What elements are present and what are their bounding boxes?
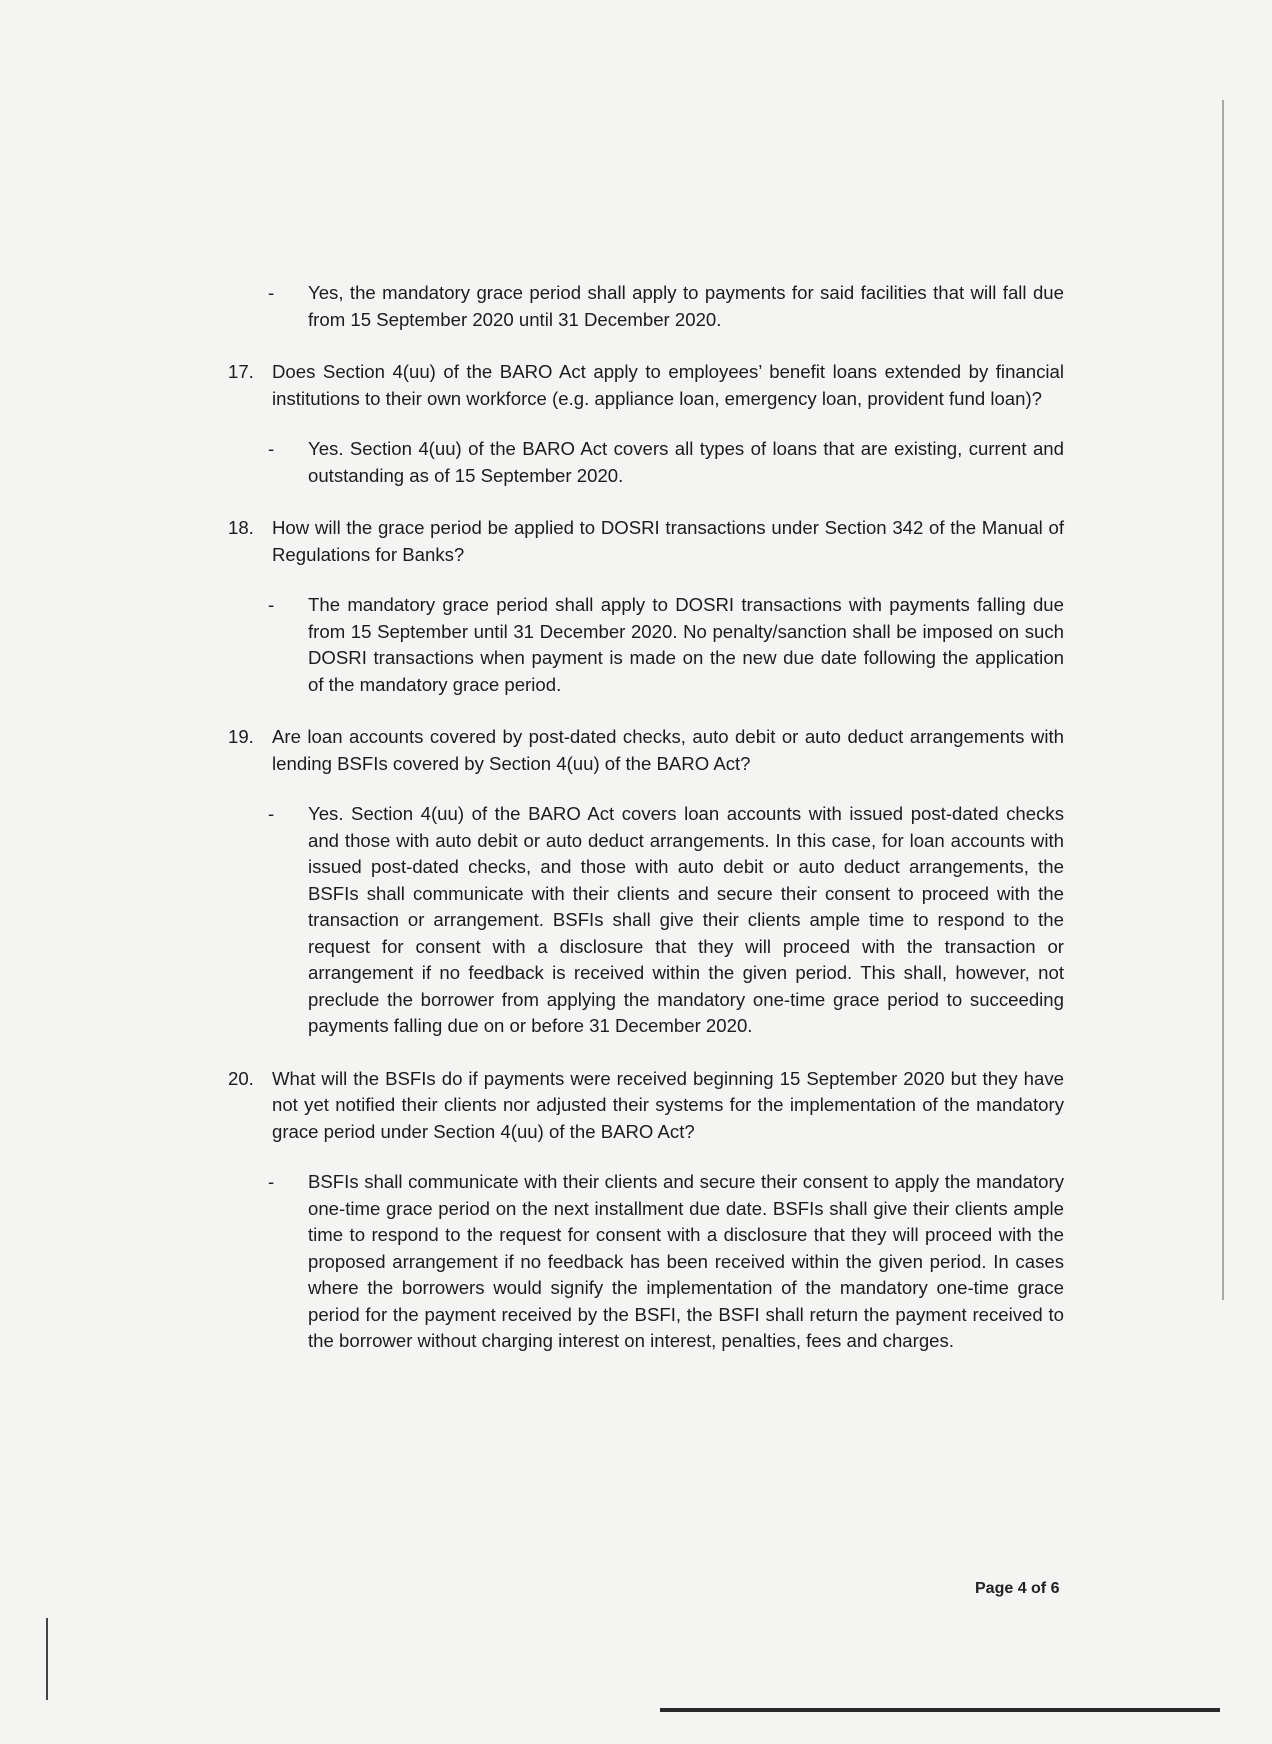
- question-text: Are loan accounts covered by post-dated checks, auto debit or auto deduct arrangements with lending BSFIs covered by Section 4(uu) of the BARO Act?: [272, 726, 1064, 774]
- answer-text: Yes, the mandatory grace period shall apply to payments for said facilities that will fall due from 15 September 2020 until 31 December 2020.: [308, 282, 1064, 330]
- page-number: Page 4 of 6: [975, 1580, 1060, 1597]
- question-text: How will the grace period be applied to DOSRI transactions under Section 342 of the Manual of Regulations for Banks?: [272, 517, 1064, 565]
- question-text: What will the BSFIs do if payments were received beginning 15 September 2020 but they have not yet notified their clients nor adjusted their systems for the implementation of the mandatory grace period under Section 4(uu) of the BARO Act?: [272, 1067, 1064, 1142]
- faq-content: [228, 280, 1064, 1355]
- answer-18: [232, 592, 1064, 698]
- answer-dash: -: [268, 438, 275, 459]
- question-text: Does Section 4(uu) of the BARO Act apply to employees’ benefit loans extended by financial institutions to their own workforce (e.g. appliance loan, emergency loan, provident fund loan)?: [272, 361, 1064, 409]
- answer-dash: -: [268, 1171, 275, 1192]
- answer-20: [232, 1169, 1064, 1355]
- question-17: [228, 359, 1064, 412]
- answer-intro: [232, 280, 1064, 333]
- question-18: [228, 515, 1064, 568]
- question-19: [228, 724, 1064, 777]
- question-number: 17.: [228, 361, 254, 382]
- scan-edge-line: [1222, 100, 1224, 1300]
- question-number: 19.: [228, 726, 254, 747]
- answer-dash: -: [268, 803, 275, 824]
- answer-text: The mandatory grace period shall apply to DOSRI transactions with payments falling due from 15 September until 31 December 2020. No penalty/sanction shall be imposed on such DOSRI transactions when payment is made on the new due date following the application of the mandatory grace period.: [308, 594, 1064, 695]
- answer-dash: -: [268, 282, 275, 303]
- question-20: [228, 1066, 1064, 1146]
- scan-margin-mark: [46, 1618, 48, 1700]
- answer-17: [232, 436, 1064, 489]
- question-number: 20.: [228, 1067, 254, 1089]
- answer-text: Yes. Section 4(uu) of the BARO Act covers loan accounts with issued post-dated checks and those with auto debit or auto deduct arrangements. In this case, for loan accounts with issued post-dated checks, and those with auto debit or auto deduct arrangements, the BSFIs shall communicate with their clients and secure their consent to proceed with the transaction or arrangement. BSFIs shall give their clients ample time to respond to the request for consent with a disclosure that they will proceed with the transaction or arrangement if no feedback is received within the given period. This shall, however, not preclude the borrower from applying the mandatory one-time grace period to succeeding payments falling due on or before 31 December 2020.: [308, 803, 1064, 1036]
- answer-text: Yes. Section 4(uu) of the BARO Act covers all types of loans that are existing, current and outstanding as of 15 September 2020.: [308, 438, 1064, 486]
- bottom-rule: [660, 1708, 1220, 1712]
- question-number: 18.: [228, 517, 254, 538]
- answer-19: [232, 801, 1064, 1040]
- answer-text: BSFIs shall communicate with their clients and secure their consent to apply the mandatory one-time grace period on the next installment due date. BSFIs shall give their clients ample time to respond to the request for consent with a disclosure that they will proceed with the proposed arrangement if no feedback has been received within the given period. In cases where the borrowers would signify the implementation of the mandatory one-time grace period for the payment received by the BSFI, the BSFI shall return the payment received to the borrower without charging interest on interest, penalties, fees and charges.: [308, 1171, 1064, 1351]
- answer-dash: -: [268, 594, 275, 615]
